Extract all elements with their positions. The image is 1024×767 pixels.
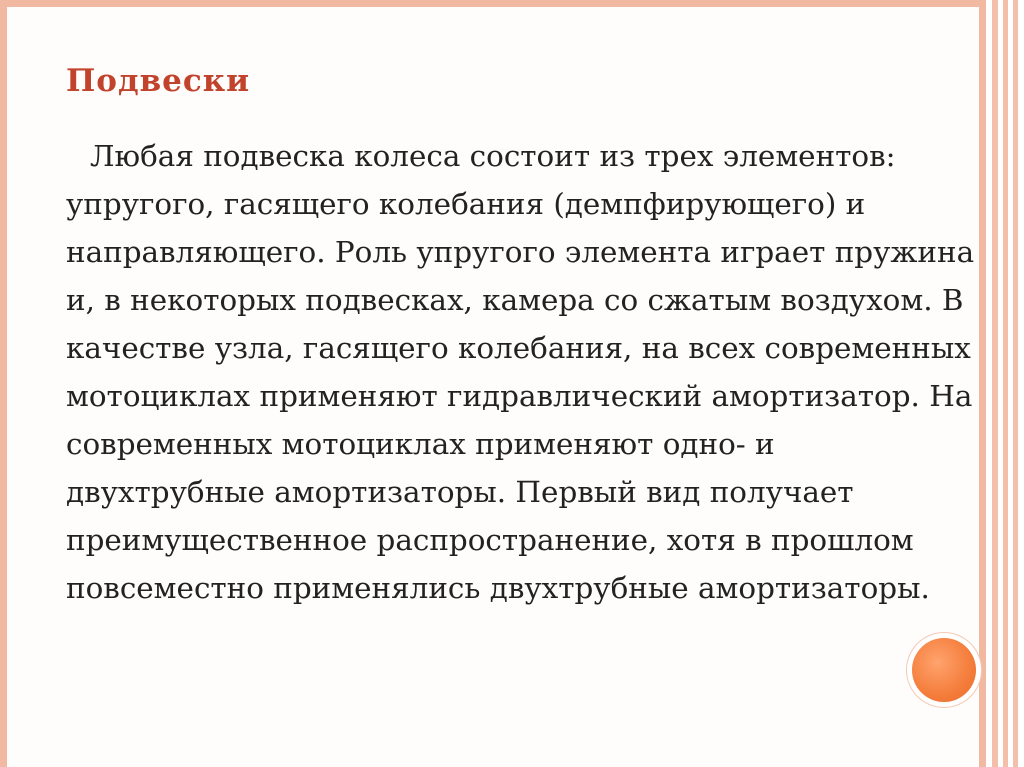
slide-body-text: Любая подвеска колеса состоит из трех элементов: упругого, гасящего колебания (демпфирующего) и направляющего. Роль упругого элемента играет пружина и, в некоторых подвесках, камера со сжатым воздухом. В качестве узла, гасящего колебания, на всех современных мотоциклах применяют гидравлический амортизатор. На современных мотоциклах применяют одно- и двухтрубные амортизаторы. Первый вид получает преимущественное распространение, хотя в прошлом повсеместно применялись двухтрубные амортизаторы. xyxy=(66,139,975,605)
decorative-stripe xyxy=(1013,0,1018,767)
orange-circle-icon xyxy=(912,638,976,702)
decorative-stripe xyxy=(992,0,998,767)
slide-title: Подвески xyxy=(66,63,251,99)
decorative-stripe xyxy=(1003,0,1008,767)
